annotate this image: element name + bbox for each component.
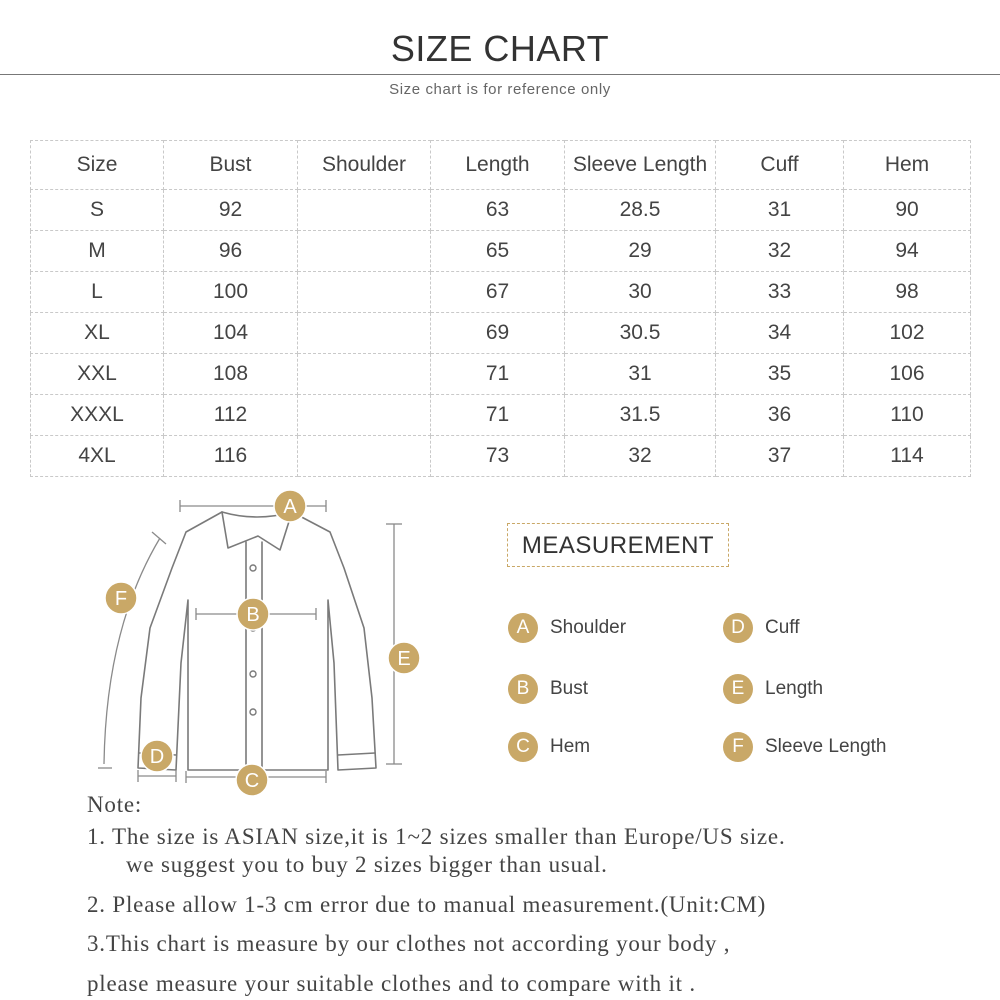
table-cell	[298, 436, 431, 477]
note-1-line-1: 1. The size is ASIAN size,it is 1~2 sizes smaller than Europe/US size.	[87, 824, 786, 849]
note-2: 2. Please allow 1-3 cm error due to manual measurement.(Unit:CM)	[87, 892, 767, 917]
column-header-cuff: Cuff	[716, 141, 844, 190]
table-row	[31, 395, 971, 436]
table-cell: 116	[164, 436, 298, 477]
shirt-outline-icon	[138, 512, 376, 770]
table-cell: 31.5	[565, 395, 716, 436]
table-cell: 114	[844, 436, 971, 477]
table-cell: 4XL	[31, 436, 164, 477]
marker-c	[236, 764, 268, 796]
table-cell: S	[31, 190, 164, 231]
page-title: SIZE CHART	[390, 28, 610, 69]
table-cell	[298, 313, 431, 354]
table-cell: 98	[844, 272, 971, 313]
table-cell: XXL	[31, 354, 164, 395]
legend-label-shoulder: Shoulder	[550, 617, 627, 638]
marker-b-label: B	[246, 604, 260, 626]
table-cell: XL	[31, 313, 164, 354]
table-cell: 69	[431, 313, 565, 354]
marker-f	[105, 582, 137, 614]
table-cell: 102	[844, 313, 971, 354]
table-row	[31, 354, 971, 395]
table-cell: 37	[716, 436, 844, 477]
table-cell: 33	[716, 272, 844, 313]
table-cell: 90	[844, 190, 971, 231]
table-cell: 65	[431, 231, 565, 272]
column-header-sleeve-length: Sleeve Length	[565, 141, 716, 190]
table-cell: 35	[716, 354, 844, 395]
table-row	[31, 272, 971, 313]
note-3-line-2: please measure your suitable clothes and to compare with it .	[87, 971, 696, 996]
table-cell: XXXL	[31, 395, 164, 436]
legend-item-sleeve-length	[723, 731, 887, 763]
size-table	[30, 140, 971, 477]
column-header-bust: Bust	[164, 141, 298, 190]
table-cell: 67	[431, 272, 565, 313]
table-cell: 30.5	[565, 313, 716, 354]
table-cell	[298, 395, 431, 436]
legend-badge-f: F	[723, 732, 753, 762]
page-subtitle: Size chart is for reference only	[389, 81, 611, 98]
table-cell: 73	[431, 436, 565, 477]
marker-f-label: F	[114, 588, 128, 610]
table-cell: 36	[716, 395, 844, 436]
table-cell: 92	[164, 190, 298, 231]
legend-label-hem: Hem	[550, 736, 591, 757]
legend-badge-a: A	[508, 613, 538, 643]
title-divider	[0, 74, 1000, 75]
marker-d	[141, 740, 173, 772]
legend-label-cuff: Cuff	[765, 617, 800, 638]
legend-label-sleeve-length: Sleeve Length	[765, 736, 887, 757]
table-header-row	[31, 141, 971, 190]
marker-b	[237, 598, 269, 630]
marker-e	[388, 642, 420, 674]
column-header-hem: Hem	[844, 141, 971, 190]
legend-label-length: Length	[765, 678, 824, 699]
table-cell: 34	[716, 313, 844, 354]
table-cell: 112	[164, 395, 298, 436]
legend-item-length	[723, 673, 823, 705]
table-cell: 29	[565, 231, 716, 272]
table-cell: 94	[844, 231, 971, 272]
table-cell: 32	[565, 436, 716, 477]
column-header-shoulder: Shoulder	[298, 141, 431, 190]
table-cell: M	[31, 231, 164, 272]
marker-a	[274, 490, 306, 522]
measurement-title: MEASUREMENT	[507, 523, 729, 567]
note-1-line-2: we suggest you to buy 2 sizes bigger than usual.	[126, 852, 608, 877]
table-cell	[298, 354, 431, 395]
legend-badge-b: B	[508, 674, 538, 704]
table-cell: 31	[565, 354, 716, 395]
table-cell: 108	[164, 354, 298, 395]
legend-item-hem	[508, 731, 590, 763]
legend-item-cuff	[723, 612, 800, 644]
legend-badge-d: D	[723, 613, 753, 643]
marker-a-label: A	[283, 496, 297, 518]
marker-d-label: D	[149, 746, 165, 768]
notes-heading: Note:	[87, 792, 143, 817]
legend-badge-e: E	[723, 674, 753, 704]
table-cell: 71	[431, 395, 565, 436]
table-cell: 104	[164, 313, 298, 354]
measurement-guides	[98, 500, 402, 783]
table-cell: 63	[431, 190, 565, 231]
table-cell	[298, 231, 431, 272]
legend-item-bust	[508, 673, 588, 705]
legend-label-bust: Bust	[550, 678, 589, 699]
table-cell: 28.5	[565, 190, 716, 231]
table-cell: 100	[164, 272, 298, 313]
column-header-size: Size	[31, 141, 164, 190]
marker-c-label: C	[244, 770, 260, 792]
table-cell: 32	[716, 231, 844, 272]
shirt-buttons	[250, 565, 256, 715]
table-cell	[298, 190, 431, 231]
note-3-line-1: 3.This chart is measure by our clothes not according your body ,	[87, 931, 731, 956]
column-header-length: Length	[431, 141, 565, 190]
table-row	[31, 190, 971, 231]
table-cell: 71	[431, 354, 565, 395]
marker-e-label: E	[397, 648, 411, 670]
legend-item-shoulder	[508, 612, 626, 644]
table-row	[31, 436, 971, 477]
table-cell: 106	[844, 354, 971, 395]
table-cell: L	[31, 272, 164, 313]
table-cell: 96	[164, 231, 298, 272]
table-row	[31, 313, 971, 354]
legend-badge-c: C	[508, 732, 538, 762]
shirt-measurement-diagram	[0, 478, 480, 808]
table-row	[31, 231, 971, 272]
table-cell: 110	[844, 395, 971, 436]
table-cell: 30	[565, 272, 716, 313]
table-cell: 31	[716, 190, 844, 231]
table-cell	[298, 272, 431, 313]
